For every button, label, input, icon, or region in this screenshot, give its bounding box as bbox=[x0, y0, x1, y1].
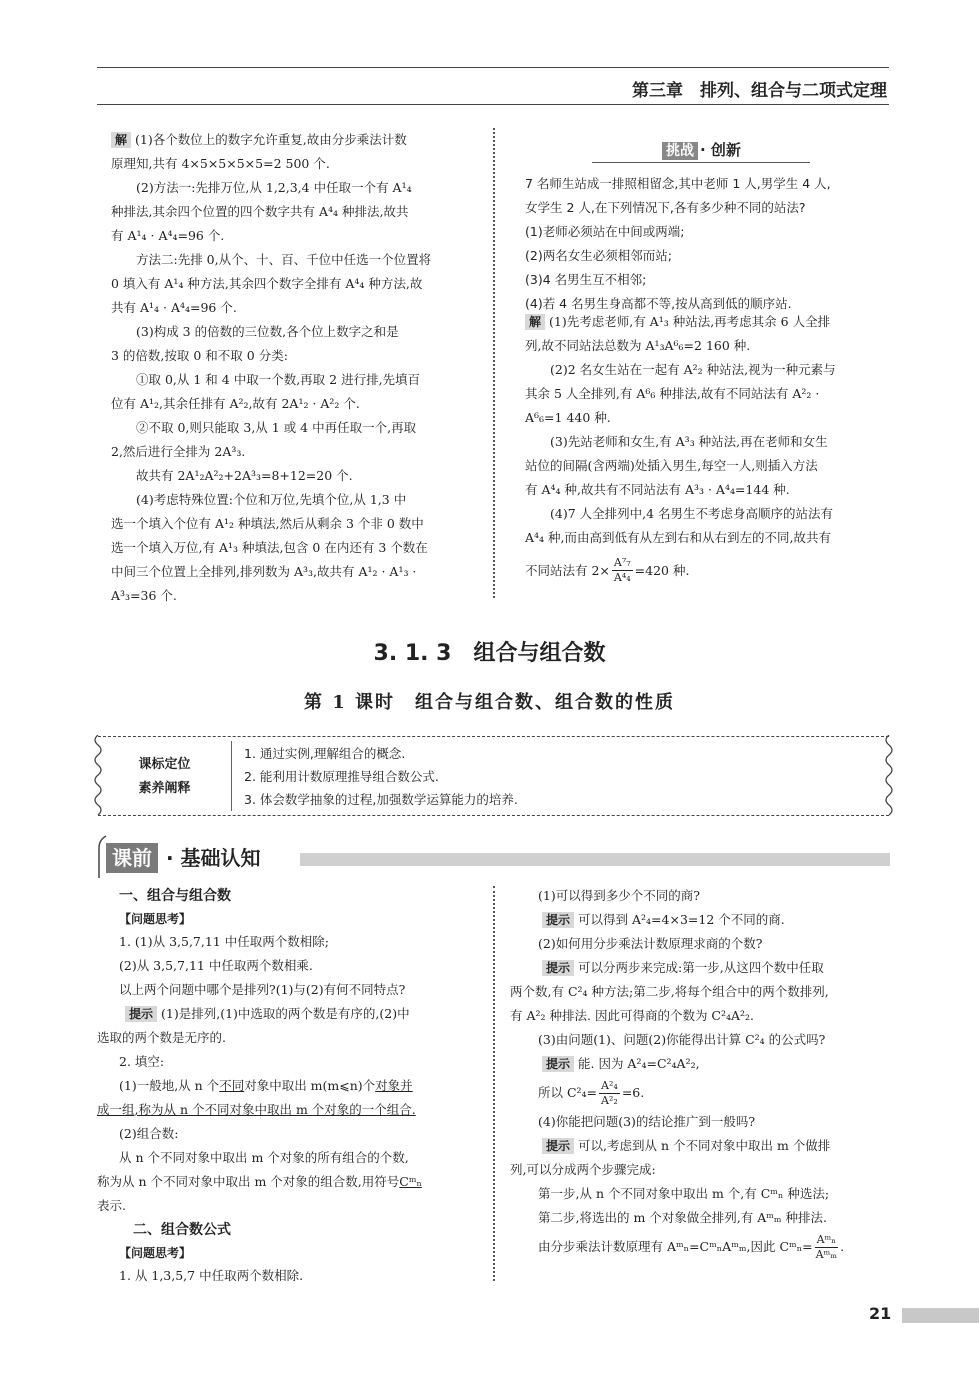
text-line: 选取的两个数是无序的. bbox=[97, 1030, 226, 1045]
prelesson-title: · 基础认知 bbox=[166, 846, 261, 870]
fraction-numerator: Aᵐₙ bbox=[816, 1232, 837, 1246]
question-label: 【问题思考】 bbox=[119, 1246, 192, 1260]
solution-tag: 解 bbox=[525, 314, 545, 330]
answer-line: 站位的间隔(含两端)处插入男生,每空一人,则插入方法 bbox=[525, 458, 818, 473]
goals-items bbox=[244, 742, 518, 811]
blank-answer: 成一组 bbox=[97, 1102, 135, 1117]
text-line: (2)从 3,5,7,11 中任取两个数相乘. bbox=[119, 958, 313, 973]
text-span: (1)一般地,从 n 个 bbox=[119, 1078, 220, 1093]
blank-answer: Cᵐₙ bbox=[399, 1174, 422, 1189]
left-line: (1)各个数位上的数字允许重复,故由分步乘法计数 bbox=[135, 132, 407, 147]
goals-label-2: 素养阐释 bbox=[138, 781, 191, 796]
left-line: 种排法,其余四个位置的四个数字共有 A⁴₄ 种排法,故共 bbox=[111, 204, 409, 219]
left-line: 有 A¹₄ · A⁴₄=96 个. bbox=[111, 228, 225, 243]
left-solution bbox=[111, 128, 481, 608]
question-line: (1)老师必须站在中间或两端; bbox=[525, 224, 685, 239]
answer-line: (2)2 名女生站在一起有 A²₂ 种站法,视为一种元素与 bbox=[550, 362, 836, 377]
lesson-title: 第 1 课时 组合与组合数、组合数的性质 bbox=[303, 692, 676, 713]
text-line: (1)可以得到多少个不同的商? bbox=[538, 888, 700, 903]
text-line: 1. 从 1,3,5,7 中任取两个数相除. bbox=[119, 1268, 304, 1283]
text-span: 对象中取出 m(m⩽n)个 bbox=[244, 1078, 376, 1093]
challenge-answer bbox=[525, 310, 836, 585]
challenge-title: · 创新 bbox=[700, 141, 741, 159]
text-line: 第二步,将选出的 m 个对象做全排列,有 Aᵐₘ 种排法. bbox=[538, 1210, 828, 1225]
question-line: (3)4 名男生互不相邻; bbox=[525, 272, 647, 287]
goal-item: 3. 体会数学抽象的过程,加强数学运算能力的培养. bbox=[244, 792, 518, 807]
fraction bbox=[599, 1079, 620, 1108]
text-line: (4)你能把问题(3)的结论推广到一般吗? bbox=[538, 1114, 756, 1129]
left-line: 选一个填入个位有 A¹₂ 种填法,然后从剩余 3 个非 0 数中 bbox=[111, 516, 424, 531]
answer-line: 有 A⁴₄ 种,故共有不同站法有 A³₃ · A⁴₄=144 种. bbox=[525, 482, 790, 497]
goals-divider bbox=[231, 741, 232, 811]
left-line: A³₃=36 个. bbox=[111, 588, 177, 603]
left-line: 位有 A¹₂,其余任排有 A²₂,故有 2A¹₂ · A²₂ 个. bbox=[111, 396, 360, 411]
fraction-numerator: A⁷₇ bbox=[613, 556, 631, 569]
text-span: 称为从 n 个不同对象中取出 m 个对象的组合数,用符号 bbox=[97, 1174, 400, 1189]
text-line: 第一步,从 n 个不同对象中取出 m 个,有 Cᵐₙ 种选法; bbox=[538, 1186, 830, 1201]
left-line: ①取 0,从 1 和 4 中取一个数,再取 2 进行排,先填百 bbox=[136, 372, 421, 387]
final-prefix: 不同站法有 2× bbox=[525, 562, 610, 578]
text-line: 表示. bbox=[97, 1198, 126, 1213]
question-line: (4)若 4 名男生身高都不等,按从高到低的顺序站. bbox=[525, 296, 792, 311]
page-number: 21 bbox=[869, 1304, 892, 1323]
goals-label-1: 课标定位 bbox=[138, 757, 191, 772]
goal-item: 1. 通过实例,理解组合的概念. bbox=[244, 746, 406, 761]
fraction-denominator: A⁴₄ bbox=[613, 571, 631, 584]
text-line: 列,可以分成两个步骤完成: bbox=[510, 1162, 656, 1177]
answer-line: A⁴₄ 种,而由高到低有从左到右和从右到左的不同,故共有 bbox=[525, 530, 831, 545]
hint-tag: 提示 bbox=[542, 1138, 574, 1154]
definition-line bbox=[97, 1098, 482, 1122]
text-line: 以上两个问题中哪个是排列?(1)与(2)有何不同特点? bbox=[119, 982, 406, 997]
left-line: ②不取 0,则只能取 3,从 1 或 4 中再任取一个,再取 bbox=[136, 420, 417, 435]
bottom-right-column bbox=[510, 884, 890, 1264]
final-suffix: =420 种. bbox=[634, 562, 690, 578]
challenge-rule bbox=[592, 162, 810, 163]
text-line: 有 A²₂ 种排法. 因此可得商的个数为 C²₄A²₂. bbox=[510, 1008, 755, 1023]
text-line: 两个数,有 C²₄ 种方法;第二步,将每个组合中的两个数排列, bbox=[510, 984, 829, 999]
column-divider-bottom bbox=[493, 886, 495, 1281]
text-line: 可以分两步来完成:第一步,从这四个数中任取 bbox=[578, 960, 824, 975]
question-line: 7 名师生站成一排照相留念,其中老师 1 人,男学生 4 人, bbox=[525, 176, 831, 191]
answer-line: (1)先考虑老师,有 A¹₃ 种站法,再考虑其余 6 人全排 bbox=[549, 314, 831, 329]
fraction-numerator: A²₄ bbox=[601, 1078, 618, 1092]
left-line: 故共有 2A¹₂A²₂+2A³₃=8+12=20 个. bbox=[136, 468, 353, 483]
left-line: 选一个填入万位,有 A¹₃ 种填法,包含 0 在内还有 3 个数在 bbox=[111, 540, 428, 555]
fraction-denominator: Aᵐₘ bbox=[815, 1247, 838, 1261]
question-label: 【问题思考】 bbox=[119, 912, 192, 926]
formula-suffix: =6. bbox=[621, 1085, 645, 1100]
header-rule bbox=[97, 67, 889, 68]
definition-line bbox=[97, 1074, 482, 1098]
text-line: 从 n 个不同对象中取出 m 个对象的所有组合的个数, bbox=[119, 1150, 409, 1165]
section-heading-1: 一、组合与组合数 bbox=[119, 888, 231, 904]
left-line: 中间三个位置上全排列,排列数为 A³₃,故共有 A¹₂ · A¹₃ · bbox=[111, 564, 417, 579]
text-line: (2)如何用分步乘法计数原理求商的个数? bbox=[538, 936, 763, 951]
wavy-right-border bbox=[883, 735, 895, 817]
challenge-question bbox=[525, 172, 831, 316]
text-line: 能. 因为 A²₄=C²₄A²₂, bbox=[578, 1056, 700, 1071]
fraction-denominator: A²₂ bbox=[601, 1093, 618, 1107]
left-line: 原理知,共有 4×5×5×5×5=2 500 个. bbox=[111, 156, 330, 171]
left-line: 共有 A¹₄ · A⁴₄=96 个. bbox=[111, 300, 237, 315]
left-line: 方法二:先排 0,从个、十、百、千位中任选一个位置将 bbox=[136, 252, 432, 267]
text-line: 可以得到 A²₄=4×3=12 个不同的商. bbox=[578, 912, 785, 927]
answer-line: 列,故不同站法总数为 A¹₃A⁶₆=2 160 种. bbox=[525, 338, 751, 353]
question-line: (2)两名女生必须相邻而站; bbox=[525, 248, 672, 263]
final-answer bbox=[525, 556, 836, 585]
left-line: (3)构成 3 的倍数的三位数,各个位上数字之和是 bbox=[136, 324, 399, 339]
blank-answer: 对象并 bbox=[375, 1078, 413, 1093]
goals-box bbox=[98, 736, 889, 816]
formula-line bbox=[510, 1230, 890, 1264]
left-line: (2)方法一:先排万位,从 1,2,3,4 中任取一个有 A¹₄ bbox=[136, 180, 412, 195]
formula-prefix: 由分步乘法计数原理有 Aᵐₙ=CᵐₙAᵐₘ,因此 Cᵐₙ= bbox=[538, 1239, 813, 1254]
text-line: (2)组合数: bbox=[119, 1126, 179, 1141]
text-line: 可以,考虑到从 n 个不同对象中取出 m 个做排 bbox=[578, 1138, 831, 1153]
answer-line: (4)7 人全排列中,4 名男生不考虑身高顺序的站法有 bbox=[550, 506, 834, 521]
chapter-title: 第三章 排列、组合与二项式定理 bbox=[632, 81, 887, 101]
challenge-heading bbox=[658, 139, 745, 160]
formula-suffix: . bbox=[840, 1239, 845, 1254]
formula-line bbox=[510, 1076, 890, 1110]
text-line: (1)是排列,(1)中选取的两个数是有序的,(2)中 bbox=[161, 1006, 410, 1021]
hint-tag: 提示 bbox=[542, 960, 574, 976]
formula-prefix: 所以 C²₄= bbox=[538, 1085, 598, 1100]
column-divider bbox=[493, 128, 495, 598]
solution-tag: 解 bbox=[111, 132, 131, 148]
banner-bar bbox=[300, 853, 890, 866]
answer-line: A⁶₆=1 440 种. bbox=[525, 410, 611, 425]
page-number-bar bbox=[902, 1308, 979, 1323]
fraction bbox=[815, 1233, 838, 1262]
hint-tag: 提示 bbox=[542, 912, 574, 928]
hint-tag: 提示 bbox=[125, 1006, 157, 1022]
definition-line bbox=[97, 1170, 482, 1194]
answer-line: 其余 5 人全排列,有 A⁶₆ 种排法,故有不同站法有 A²₂ · bbox=[525, 386, 820, 401]
text-line: (3)由问题(1)、问题(2)你能得出计算 C²₄ 的公式吗? bbox=[538, 1032, 826, 1047]
hint-tag: 提示 bbox=[542, 1056, 574, 1072]
left-line: 3 的倍数,按取 0 和不取 0 分类: bbox=[111, 348, 288, 363]
section-heading-2: 二、组合数公式 bbox=[133, 1222, 231, 1238]
fraction bbox=[612, 556, 633, 585]
header-rule-bottom bbox=[97, 104, 889, 105]
blank-answer: 不同 bbox=[219, 1078, 245, 1093]
left-line: 2,然后进行全排为 2A³₃. bbox=[111, 444, 246, 459]
text-line: 1. (1)从 3,5,7,11 中任取两个数相除; bbox=[119, 934, 329, 949]
challenge-tag: 挑战 bbox=[662, 142, 698, 160]
blank-answer: ,称为从 n 个不同对象中取出 m 个对象的一个组合. bbox=[134, 1102, 416, 1117]
left-line: (4)考虑特殊位置:个位和万位,先填个位,从 1,3 中 bbox=[136, 492, 407, 507]
bottom-left-column bbox=[97, 884, 482, 1288]
prelesson-tag: 课前 bbox=[106, 843, 158, 873]
question-line: 女学生 2 人,在下列情况下,各有多少种不同的站法? bbox=[525, 200, 806, 215]
left-line: 0 填入有 A¹₄ 种方法,其余四个数字全排有 A⁴₄ 种方法,故 bbox=[111, 276, 423, 291]
goal-item: 2. 能利用计数原理推导组合数公式. bbox=[244, 769, 439, 784]
answer-line: (3)先站老师和女生,有 A³₃ 种站法,再在老师和女生 bbox=[550, 434, 828, 449]
goals-labels bbox=[98, 753, 231, 801]
section-title: 3. 1. 3 组合与组合数 bbox=[373, 641, 606, 666]
text-line: 2. 填空: bbox=[119, 1054, 165, 1069]
